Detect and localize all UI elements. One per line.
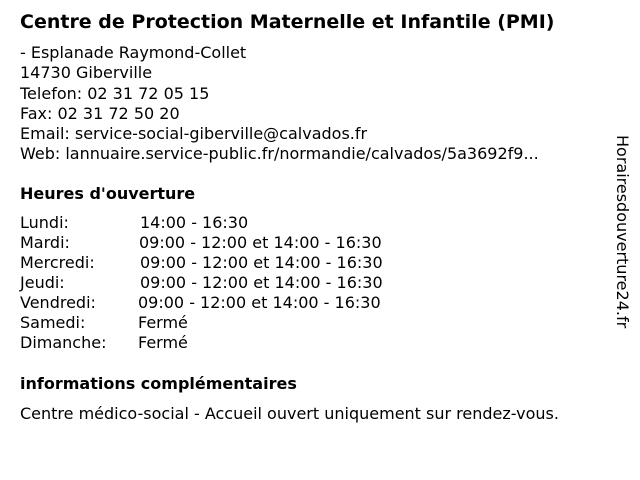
contact-block xyxy=(20,43,539,165)
fax-number: Fax: 02 31 72 50 20 xyxy=(20,103,180,123)
day-label: Dimanche: xyxy=(20,333,107,352)
address-city: 14730 Giberville xyxy=(20,63,153,83)
time-value: Fermé xyxy=(138,333,188,352)
day-label: Jeudi: xyxy=(20,273,65,292)
info-heading: informations complémentaires xyxy=(20,374,297,393)
time-value: Fermé xyxy=(138,313,188,332)
time-value: 09:00 - 12:00 et 14:00 - 16:30 xyxy=(140,273,383,292)
day-label: Mardi: xyxy=(20,233,70,252)
email-address: Email: service-social-giberville@calvados.fr xyxy=(20,124,368,144)
time-value: 09:00 - 12:00 et 14:00 - 16:30 xyxy=(138,293,381,312)
day-label: Samedi: xyxy=(20,313,86,332)
address-street: - Esplanade Raymond-Collet xyxy=(20,43,247,62)
day-label: Vendredi: xyxy=(20,293,96,312)
website-link: Web: lannuaire.service-public.fr/normandie/calvados/5a3692f9... xyxy=(20,144,539,164)
info-text: Centre médico-social - Accueil ouvert uniquement sur rendez-vous. xyxy=(20,404,559,423)
watermark-credit: Horairesdouverture24.fr xyxy=(613,135,632,329)
day-label: Lundi: xyxy=(20,213,69,232)
phone-number: Telefon: 02 31 72 05 15 xyxy=(20,83,210,103)
time-value: 09:00 - 12:00 et 14:00 - 16:30 xyxy=(140,253,383,272)
day-label: Mercredi: xyxy=(20,253,95,272)
time-value: 14:00 - 16:30 xyxy=(140,213,249,232)
hours-heading: Heures d'ouverture xyxy=(20,184,196,203)
time-value: 09:00 - 12:00 et 14:00 - 16:30 xyxy=(139,233,382,252)
page-title: Centre de Protection Maternelle et Infantile (PMI) xyxy=(20,11,555,33)
